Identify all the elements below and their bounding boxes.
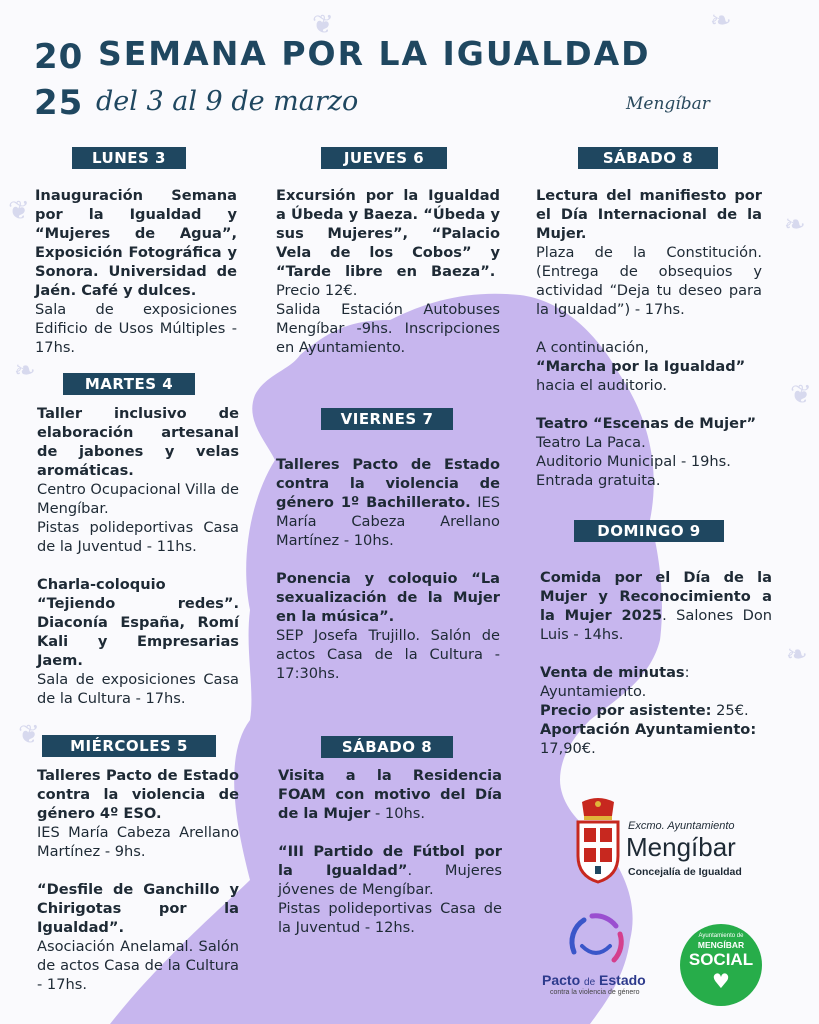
- event-title: “Marcha por la Igualdad”: [536, 358, 746, 375]
- event-details: Auditorio Municipal - 19hs.: [536, 453, 731, 470]
- lunes-events: [35, 186, 237, 357]
- pacto-estado-logo: [536, 912, 656, 1002]
- event-title: Excursión por la Igualdad a Úbeda y Baeza. “Úbeda y sus Mujeres”, “Palacio Vela de los Cobos” y “Tarde libre en Baeza”.: [276, 187, 500, 280]
- event-details: Pistas polideportivas Casa de la Juventud - 12hs.: [278, 900, 502, 936]
- event-title-price: [276, 186, 500, 300]
- day-label-sabado-center: SÁBADO 8: [321, 736, 453, 758]
- page-title: SEMANA POR LA IGUALDAD: [98, 34, 651, 73]
- heart-icon: ♥: [712, 969, 730, 993]
- year-bottom: 25: [34, 83, 84, 123]
- leaf-decoration: ❦: [8, 196, 30, 226]
- contribution-label: Aportación Ayuntamiento:: [540, 721, 757, 738]
- event-block: [276, 455, 500, 550]
- martes-events: [37, 404, 239, 708]
- viernes-events: [276, 455, 500, 683]
- event-price: Precio 12€.: [276, 282, 358, 299]
- ayuntamiento-small-label: Excmo. Ayuntamiento: [628, 820, 735, 832]
- pacto-subtitle: contra la violencia de género: [550, 989, 640, 996]
- price-value: 25€.: [711, 702, 749, 719]
- event-block: [278, 842, 502, 899]
- social-big-text: SOCIAL: [688, 950, 754, 969]
- event-title: “III Partido de Fútbol por la Igualdad”: [278, 843, 502, 879]
- event-title: “Desfile de Ganchillo y Chirigotas por la Igualdad”.: [37, 881, 239, 936]
- event-intro: A continuación,: [536, 339, 649, 356]
- event-title: Charla-coloquio “Tejiendo redes”. Diaconía España, Romí Kali y Empresarias Jaem.: [37, 576, 239, 669]
- event-details: IES María Cabeza Arellano Martínez - 10hs.: [276, 494, 500, 549]
- town-name: Mengíbar: [626, 94, 710, 114]
- event-details: . Mujeres jóvenes de Mengíbar.: [278, 862, 502, 898]
- day-label-lunes: LUNES 3: [72, 147, 186, 169]
- leaf-decoration: ❦: [790, 380, 812, 410]
- event-details: IES María Cabeza Arellano Martínez - 9hs.: [37, 824, 239, 860]
- sabado-right-events: [536, 186, 762, 490]
- social-top-text: Ayuntamiento de: [698, 933, 744, 939]
- event-details: Salida Estación Autobuses Mengíbar -9hs. Inscripciones en Ayuntamiento.: [276, 301, 500, 356]
- mengibar-social-logo: [680, 924, 762, 1006]
- leaf-decoration: ❧: [784, 210, 806, 240]
- sales-value: : Ayuntamiento.: [540, 664, 690, 700]
- sabado-center-events: [278, 766, 502, 937]
- pacto-word: Pacto: [542, 972, 581, 988]
- event-title: Inauguración Semana por la Igualdad y “Mujeres de Agua”, Exposición Fotográfica y Sonora. Universidad de Jaén. Café y dulces.: [35, 187, 237, 299]
- pacto-de-word: de: [584, 977, 596, 988]
- event-details: Teatro La Paca.: [536, 434, 646, 451]
- date-range: del 3 al 9 de marzo: [96, 86, 359, 117]
- event-title: Visita a la Residencia FOAM con motivo del Día de la Mujer: [278, 767, 502, 822]
- domingo-events: [540, 568, 772, 758]
- price-label: Precio por asistente:: [540, 702, 712, 719]
- event-details: - 10hs.: [370, 805, 425, 822]
- day-label-viernes: VIERNES 7: [321, 408, 453, 430]
- event-title: Comida por el Día de la Mujer y Reconocimiento a la Mujer 2025: [540, 569, 772, 624]
- leaf-decoration: ❦: [312, 10, 334, 40]
- sales-label: Venta de minutas: [540, 664, 685, 681]
- leaf-decoration: ❧: [14, 356, 36, 386]
- leaf-decoration: ❦: [18, 720, 40, 750]
- ayuntamiento-logo: [574, 798, 774, 888]
- social-mid-text: MENGÍBAR: [697, 940, 745, 950]
- event-details: Sala de exposiciones Casa de la Cultura - 17hs.: [37, 671, 239, 707]
- event-title: Lectura del manifiesto por el Día Internacional de la Mujer.: [536, 187, 762, 242]
- event-details: Asociación Anelamal. Salón de actos Casa de la Cultura - 17hs.: [37, 938, 239, 993]
- event-details: Plaza de la Constitución. (Entrega de obsequios y actividad “Deja tu deseo para la Igualdad”) - 17hs.: [536, 244, 762, 318]
- event-details: hacia el auditorio.: [536, 377, 668, 394]
- event-details: Centro Ocupacional Villa de Mengíbar.: [37, 481, 239, 517]
- event-block: [540, 568, 772, 644]
- event-title: Taller inclusivo de elaboración artesanal de jabones y velas aromáticas.: [37, 405, 239, 479]
- year-top: 20: [34, 37, 84, 77]
- smile-circle-icon: [564, 912, 628, 972]
- day-label-sabado-right: SÁBADO 8: [578, 147, 718, 169]
- event-details: SEP Josefa Trujillo. Salón de actos Casa de la Cultura - 17:30hs.: [276, 627, 500, 682]
- coat-of-arms-icon: [574, 798, 622, 884]
- ayuntamiento-department: Concejalía de Igualdad: [628, 866, 742, 878]
- event-details: Entrada gratuita.: [536, 472, 661, 489]
- contribution-value: 17,90€.: [540, 740, 596, 757]
- event-title: Talleres Pacto de Estado contra la violencia de género 1º Bachillerato.: [276, 456, 500, 511]
- event-details: Sala de exposiciones Edificio de Usos Múltiples - 17hs.: [35, 301, 237, 356]
- estado-word: Estado: [599, 972, 646, 988]
- event-title: Ponencia y coloquio “La sexualización de la Mujer en la música”.: [276, 570, 500, 625]
- event-title: Talleres Pacto de Estado contra la violencia de género 4º ESO.: [37, 767, 239, 822]
- event-block: [278, 766, 502, 823]
- day-label-domingo: DOMINGO 9: [574, 520, 724, 542]
- sales-line: [540, 663, 772, 701]
- miercoles-events: [37, 766, 239, 994]
- price-line: [540, 701, 772, 720]
- leaf-decoration: ❧: [710, 6, 732, 36]
- event-details: . Salones Don Luis - 14hs.: [540, 607, 772, 643]
- ayuntamiento-name: Mengíbar: [626, 832, 736, 862]
- pacto-title: [542, 972, 646, 988]
- day-label-miercoles: MIÉRCOLES 5: [42, 735, 216, 757]
- jueves-events: [276, 186, 500, 357]
- leaf-decoration: ❧: [786, 640, 808, 670]
- event-title: Teatro “Escenas de Mujer”: [536, 415, 757, 432]
- day-label-martes: MARTES 4: [63, 373, 195, 395]
- day-label-jueves: JUEVES 6: [321, 147, 447, 169]
- event-details: Pistas polideportivas Casa de la Juventud - 11hs.: [37, 519, 239, 555]
